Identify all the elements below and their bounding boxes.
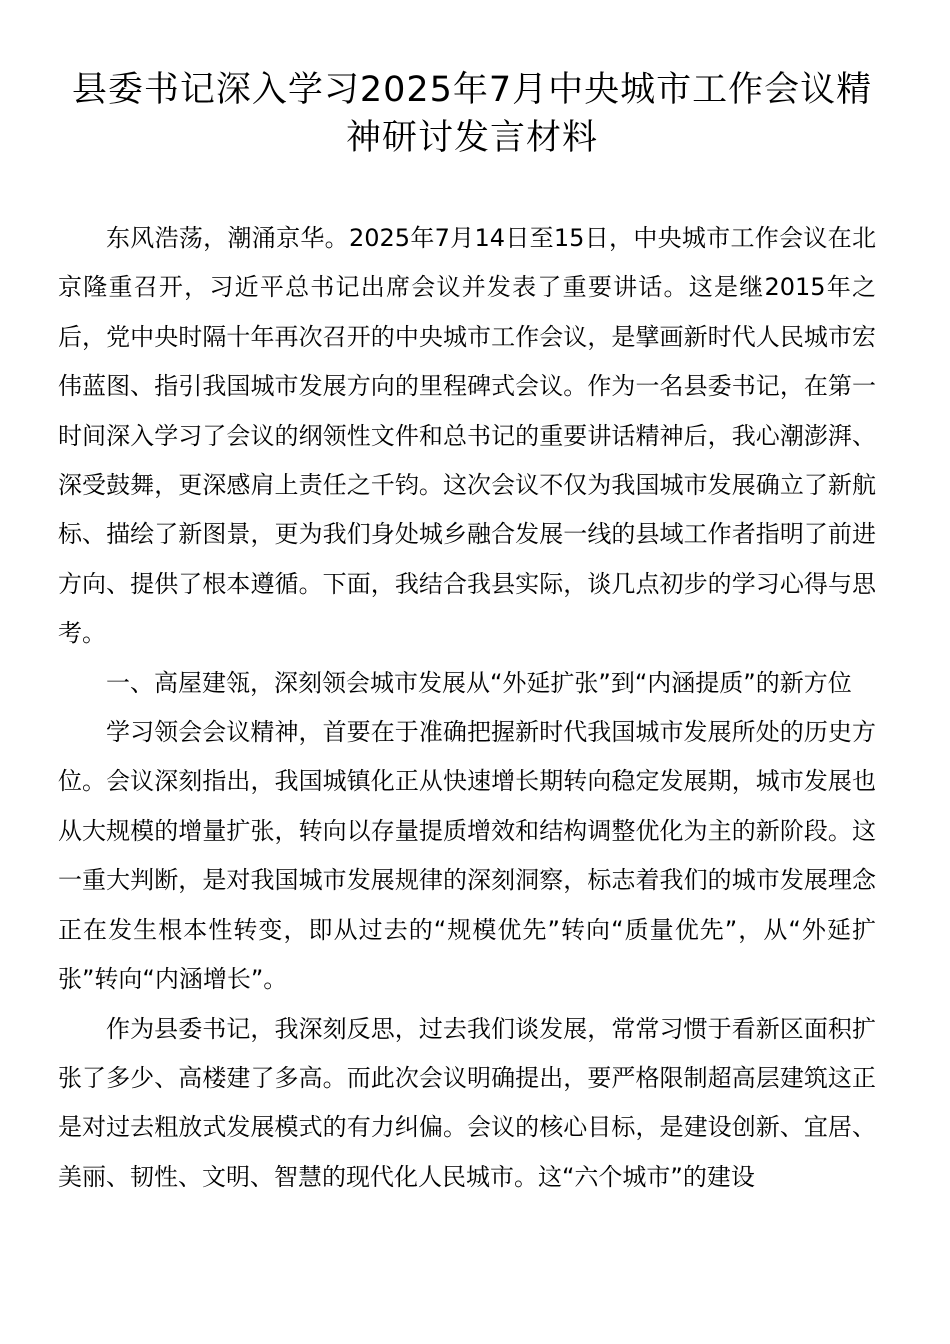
section-paragraph: 作为县委书记，我深刻反思，过去我们谈发展，常常习惯于看新区面积扩张了多少、高楼建了多高。而此次会议明确提出，要严格限制超高层建筑这正是对过去粗放式发展模式的有力纠偏。会议的核心目标，是建设创新、宜居、美丽、韧性、文明、智慧的现代化人民城市。这“六个城市”的建设	[58, 1014, 876, 1191]
intro-paragraph: 东风浩荡，潮涌京华。2025年7月14日至15日，中央城市工作会议在北京隆重召开，习近平总书记出席会议并发表了重要讲话。这是继2015年之后，党中央时隔十年再次召开的中央城市工作会议，是擘画新时代人民城市宏伟蓝图、指引我国城市发展方向的里程碑式会议。作为一名县委书记，在第一时间深入学习了会议的纲领性文件和总书记的重要讲话精神后，我心潮澎湃、深受鼓舞，更深感肩上责任之千钧。这次会议不仅为我国城市发展确立了新航标、描绘了新图景，更为我们身处城乡融合发展一线的县域工作者指明了前进方向、提供了根本遵循。下面，我结合我县实际，谈几点初步的学习心得与思考。	[58, 224, 876, 648]
section-paragraph: 学习领会会议精神，首要在于准确把握新时代我国城市发展所处的历史方位。会议深刻指出，我国城镇化正从快速增长期转向稳定发展期，城市发展也从大规模的增量扩张，转向以存量提质增效和结构调整优化为主的新阶段。这一重大判断，是对我国城市发展规律的深刻洞察，标志着我们的城市发展理念正在发生根本性转变，即从过去的“规模优先”转向“质量优先”，从“外延扩张”转向“内涵增长”。	[58, 718, 876, 994]
section-heading: 一、高屋建瓴，深刻领会城市发展从“外延扩张”到“内涵提质”的新方位	[106, 668, 852, 697]
document-body	[58, 214, 876, 1202]
document-title: 县委书记深入学习2025年7月中央城市工作会议精神研讨发言材料	[71, 70, 873, 158]
